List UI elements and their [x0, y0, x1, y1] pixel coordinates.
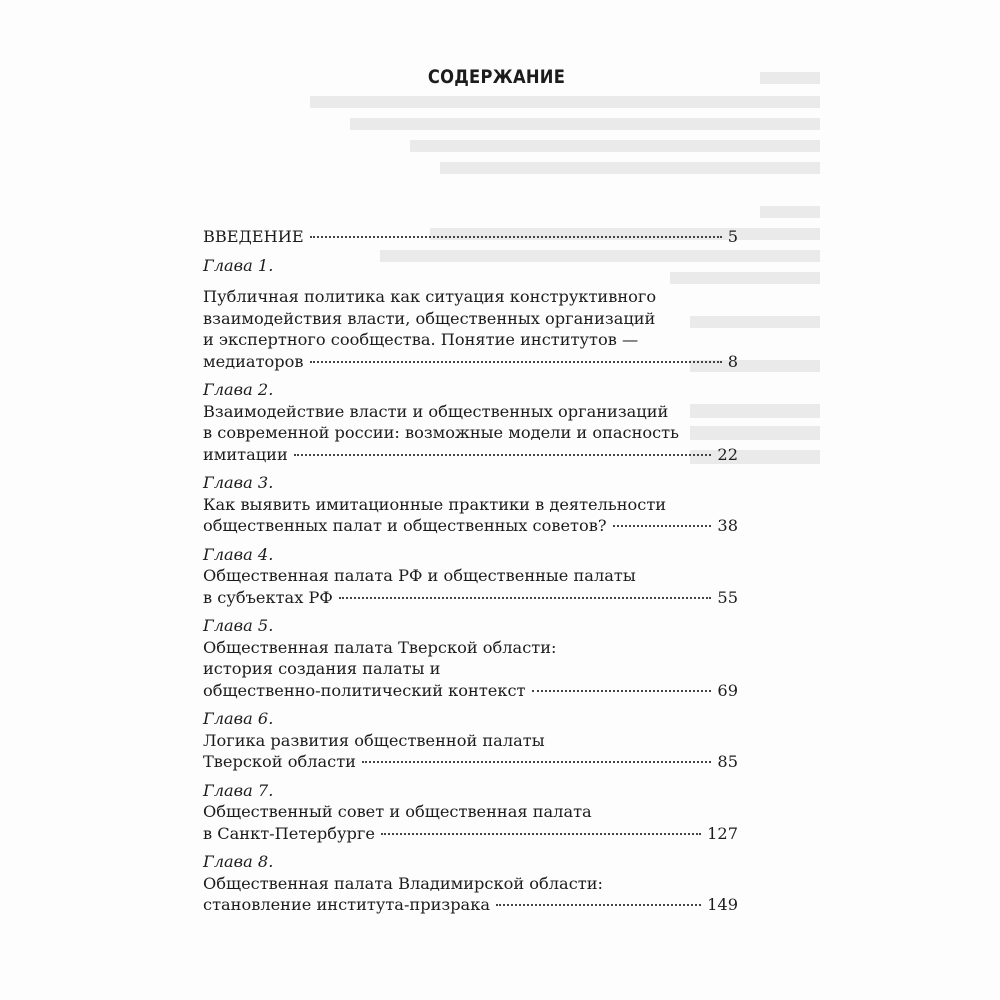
toc-entry-last-line	[203, 444, 738, 466]
dot-leader	[310, 236, 722, 238]
dot-leader	[613, 525, 712, 527]
dot-leader	[362, 761, 711, 763]
page-title: СОДЕРЖАНИЕ	[427, 66, 566, 88]
toc-entry-line: Общественная палата Владимирской области:	[203, 873, 603, 893]
toc-page-number: 5	[727, 227, 738, 246]
toc-entry-line: Логика развития общественной палаты	[203, 730, 545, 750]
toc-entry-last-line	[203, 894, 738, 916]
toc-entry-line: Публичная политика как ситуация конструктивного	[203, 287, 657, 306]
dot-leader	[310, 361, 722, 363]
chapter-label: Глава 7.	[203, 780, 274, 800]
dot-leader	[381, 833, 701, 835]
toc-page-number: 8	[727, 351, 738, 371]
toc-entry-last-line	[203, 351, 738, 373]
toc-entry-text: ВВЕДЕНИЕ	[203, 227, 304, 246]
toc-page-number: 55	[717, 587, 738, 607]
chapter-label: Глава 6.	[203, 709, 274, 728]
toc-entry-line: Как выявить имитационные практики в деятельности	[203, 494, 667, 514]
toc-page-number: 22	[717, 444, 738, 464]
dot-leader	[294, 454, 712, 456]
toc-entry-line: в современной россии: возможные модели и опасность	[203, 423, 679, 442]
toc-entry-line: Общественный совет и общественная палата	[203, 802, 592, 821]
toc-entry-line: Общественная палата РФ и общественные палаты	[203, 566, 636, 585]
dot-leader	[339, 597, 712, 599]
toc-page-number: 85	[717, 752, 738, 771]
toc-entry-chapter-3[interactable]	[203, 472, 738, 537]
toc-page-number: 69	[717, 680, 738, 700]
dot-leader	[532, 690, 712, 692]
toc-entry-last-line	[203, 680, 738, 702]
toc-entry-last-line	[203, 515, 738, 537]
toc-entry-last-line	[203, 587, 738, 609]
dot-leader	[496, 904, 701, 906]
toc-entry-last-line	[203, 751, 738, 773]
toc-entry-line: и экспертного сообщества. Понятие институтов —	[203, 330, 639, 349]
toc-entry-text: Тверской области	[203, 752, 356, 771]
toc-entry-text: становление института-призрака	[203, 895, 490, 914]
toc-entry-chapter-6[interactable]	[203, 708, 738, 773]
toc-entry-text: в Санкт-Петербурге	[203, 823, 375, 843]
chapter-label: Глава 8.	[203, 852, 274, 871]
toc-entry-chapter-8[interactable]	[203, 851, 738, 916]
toc-entry-chapter-4[interactable]	[203, 544, 738, 609]
toc-entry-line: Взаимодействие власти и общественных организаций	[203, 401, 669, 421]
toc-entry-text: в субъектах РФ	[203, 587, 333, 607]
toc-entry-text: общественно-политический контекст	[203, 680, 526, 700]
table-of-contents	[203, 226, 738, 916]
chapter-label: Глава 2.	[203, 380, 274, 399]
chapter-label: Глава 1.	[203, 255, 274, 275]
toc-entry-line: Общественная палата Тверской области:	[203, 637, 557, 657]
chapter-label: Глава 5.	[203, 616, 274, 635]
toc-entry-chapter-2[interactable]	[203, 379, 738, 465]
toc-entry-chapter-1[interactable]	[203, 255, 738, 373]
toc-entry-introduction[interactable]	[203, 226, 738, 248]
toc-entry-chapter-7[interactable]	[203, 780, 738, 845]
toc-entry-text: общественных палат и общественных советов?	[203, 516, 607, 535]
toc-entry-text: медиаторов	[203, 351, 304, 371]
toc-entry-text: имитации	[203, 444, 288, 464]
toc-page-number: 38	[717, 516, 738, 535]
toc-entry-chapter-5[interactable]	[203, 615, 738, 701]
chapter-label: Глава 4.	[203, 544, 274, 564]
toc-page-number: 127	[707, 823, 738, 843]
toc-entry-line: история создания палаты и	[203, 659, 441, 678]
chapter-label: Глава 3.	[203, 473, 274, 492]
toc-page-number: 149	[707, 895, 738, 914]
toc-entry-line: взаимодействия власти, общественных организаций	[203, 308, 656, 328]
toc-entry-last-line	[203, 823, 738, 845]
